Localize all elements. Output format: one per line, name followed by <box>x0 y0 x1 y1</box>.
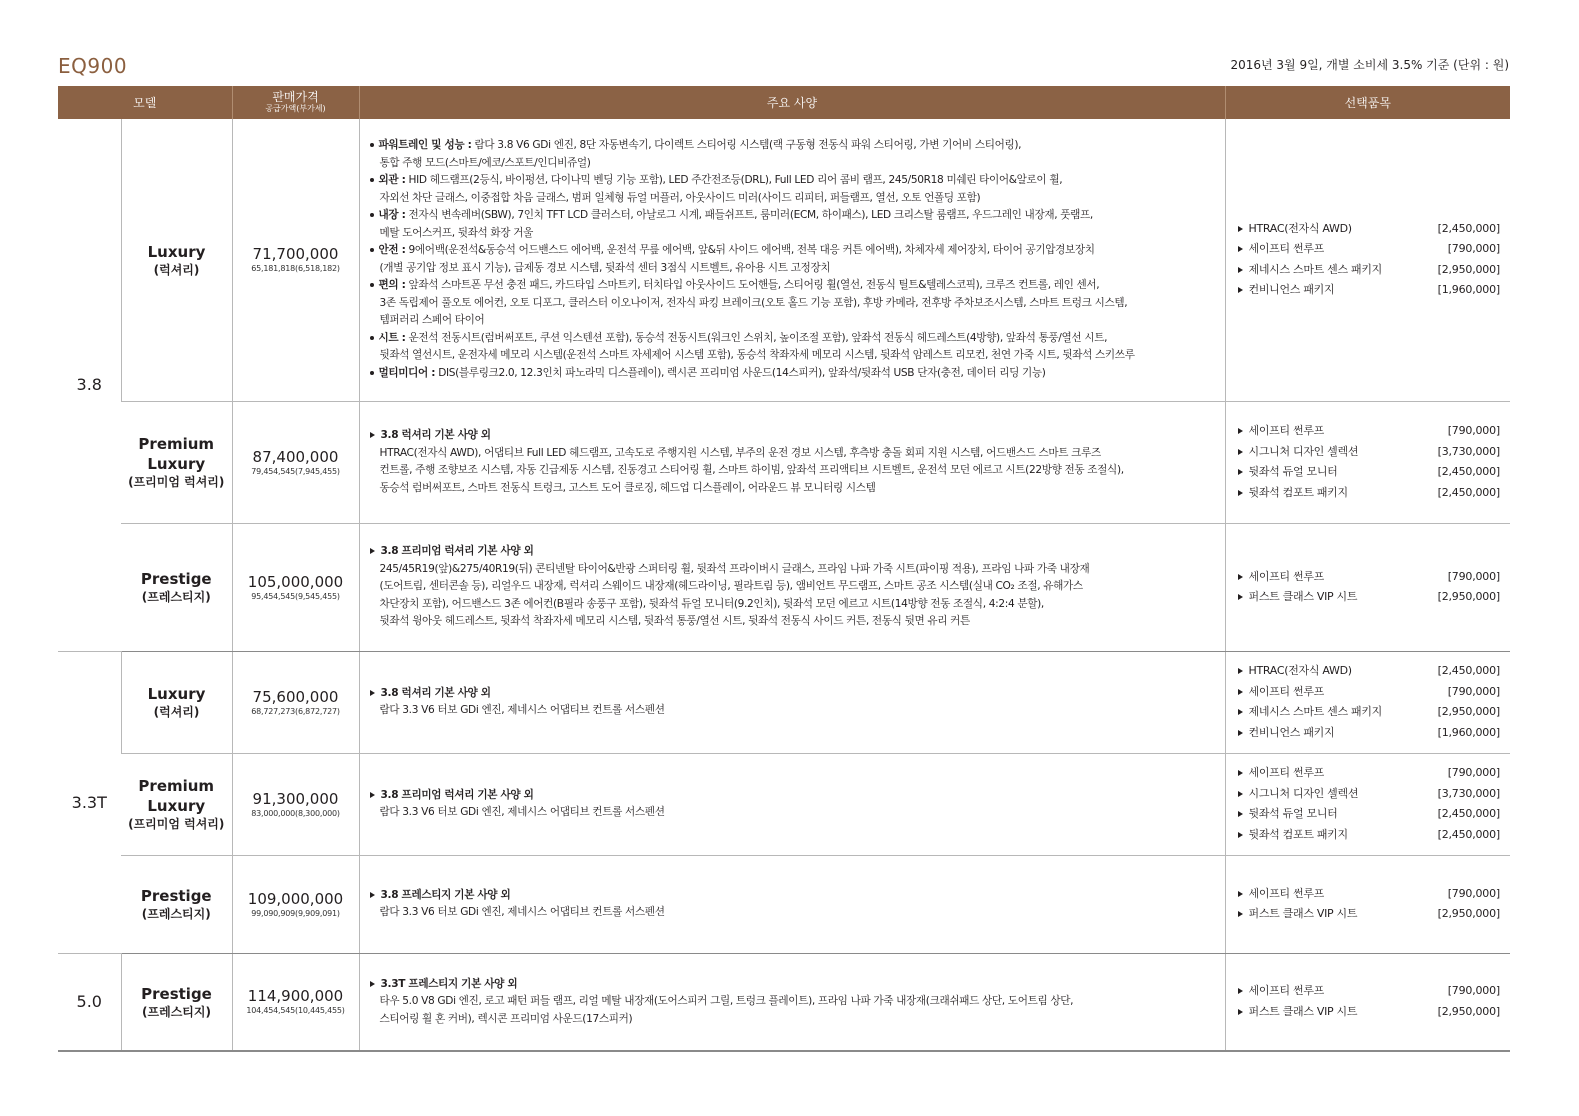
sale-price: 71,700,000 <box>252 245 339 264</box>
triangle-bullet-icon <box>1238 791 1243 797</box>
option-item <box>1238 442 1501 463</box>
option-name <box>1238 825 1348 846</box>
triangle-bullet-icon <box>370 892 375 898</box>
option-price: [2,450,000] <box>1437 465 1500 478</box>
spec-line: 자외선 차단 글래스, 이중접합 차음 글래스, 범퍼 일체형 듀얼 머플러, 아웃사이드 미러(사이드 리피터, 퍼들램프, 열선, 오토 언폴딩 포함) <box>379 191 981 204</box>
table-body <box>58 119 1510 1051</box>
spec-line: 타우 5.0 V8 GDi 엔진, 로고 패턴 퍼들 램프, 리얼 메탈 내장재(도어스피커 그릴, 트렁크 플레이트), 프라임 나파 가죽 내장재(크래쉬패드 상단, 도어트림 상단, <box>379 995 1074 1007</box>
spec-title <box>370 427 1219 445</box>
option-price: [2,950,000] <box>1437 590 1500 603</box>
option-item <box>1238 825 1501 846</box>
option-item <box>1238 784 1501 805</box>
triangle-bullet-icon <box>1238 226 1243 232</box>
triangle-bullet-icon <box>1238 709 1243 715</box>
option-name-text: HTRAC(전자식 AWD) <box>1248 221 1352 235</box>
option-item <box>1238 723 1501 744</box>
spec-line: 통합 주행 모드(스마트/에코/스포트/인디비쥬얼) <box>379 156 591 169</box>
option-price: [790,000] <box>1447 886 1500 900</box>
spec-line <box>370 207 1219 225</box>
option-name-text: 세이프티 썬루프 <box>1248 886 1324 900</box>
option-name <box>1238 904 1358 925</box>
spec-line: 메탈 도어스커프, 뒷좌석 화장 거울 <box>379 226 533 239</box>
model-name: Prestige <box>140 570 212 588</box>
option-name <box>1238 763 1324 784</box>
spec-line: 람다 3.3 V6 터보 GDi 엔진, 제네시스 어댑티브 컨트롤 서스펜션 <box>379 906 665 918</box>
options-cell <box>1225 401 1510 523</box>
spec-cell <box>359 119 1225 401</box>
option-name-text: 세이프티 썬루프 <box>1248 684 1324 698</box>
triangle-bullet-icon <box>1238 246 1243 252</box>
sale-price: 75,600,000 <box>252 687 339 706</box>
option-price: [2,950,000] <box>1437 1004 1500 1018</box>
supply-price: 99,090,909(9,909,091) <box>251 908 340 918</box>
triangle-bullet-icon <box>1238 689 1243 695</box>
spec-title-text: 3.3T 프레스티지 기본 사양 외 <box>380 977 518 990</box>
triangle-bullet-icon <box>1238 574 1243 580</box>
header-specs: 주요 사양 <box>359 86 1225 119</box>
triangle-bullet-icon <box>1238 428 1243 434</box>
spec-cell <box>359 523 1225 651</box>
triangle-bullet-icon <box>1238 988 1243 994</box>
table-row <box>58 651 1510 753</box>
option-price: [790,000] <box>1447 766 1500 779</box>
triangle-bullet-icon <box>1238 911 1243 917</box>
spec-text: HID 헤드램프(2등식, 바이펑션, 다이나믹 벤딩 기능 포함), LED 주간전조등(DRL), Full LED 리어 콤비 램프, 245/50R18 미쉐린 타이어&알로이 휠, <box>408 174 1063 187</box>
option-item <box>1238 904 1501 925</box>
option-name-text: 컨비니언스 패키지 <box>1248 283 1335 297</box>
option-item <box>1238 661 1501 682</box>
option-name-text: 컨비니언스 패키지 <box>1248 725 1335 739</box>
spec-line: 템퍼러리 스페어 타이어 <box>379 314 485 327</box>
spec-title <box>370 976 1219 994</box>
model-name-korean: (프레스티지) <box>142 1004 211 1019</box>
triangle-bullet-icon <box>1238 811 1243 817</box>
spec-line <box>370 330 1219 348</box>
option-name <box>1238 682 1324 703</box>
option-name <box>1238 421 1324 442</box>
bullet-icon <box>370 336 374 340</box>
option-name-text: HTRAC(전자식 AWD) <box>1248 664 1352 677</box>
price-cell <box>232 753 359 855</box>
option-price: [2,450,000] <box>1437 827 1500 841</box>
model-cell <box>121 953 232 1051</box>
header-price-sub: 공급가액(부가세) <box>265 104 326 113</box>
option-name-text: 뒷좌석 듀얼 모니터 <box>1248 465 1338 478</box>
model-name: Luxury <box>147 685 206 703</box>
option-name-text: 세이프티 썬루프 <box>1248 424 1324 437</box>
option-name <box>1238 442 1359 463</box>
option-name <box>1238 483 1348 504</box>
options-cell <box>1225 753 1510 855</box>
spec-line: 차단장치 포함), 어드밴스드 3존 에어컨(B필라 송풍구 포함), 뒷좌석 듀얼 모니터(9.2인치), 뒷좌석 모던 에르고 시트(14방향 전동 조절식, 4:2:4 분할), <box>379 597 1044 610</box>
triangle-bullet-icon <box>1238 287 1243 293</box>
price-table <box>58 86 1510 1052</box>
model-name-line2: Luxury <box>147 455 206 473</box>
spec-line <box>370 277 1219 295</box>
spec-cell <box>359 753 1225 855</box>
spec-title <box>370 543 1219 561</box>
supply-price: 95,454,545(9,545,455) <box>251 591 340 601</box>
option-item <box>1238 804 1501 825</box>
options-cell <box>1225 953 1510 1051</box>
triangle-bullet-icon <box>1238 469 1243 475</box>
model-name: Premium <box>138 777 215 795</box>
model-name-korean: (럭셔리) <box>153 262 200 277</box>
option-price: [2,950,000] <box>1437 907 1500 920</box>
model-name-korean: (프레스티지) <box>141 907 211 921</box>
spec-category-label: 내장 : <box>378 209 406 222</box>
option-price: [2,450,000] <box>1437 664 1500 677</box>
bullet-icon <box>370 248 374 252</box>
option-item <box>1238 884 1501 905</box>
option-price: [3,730,000] <box>1437 444 1500 458</box>
sale-price: 91,300,000 <box>252 789 339 808</box>
option-name <box>1238 884 1324 905</box>
option-name <box>1238 723 1335 744</box>
option-name <box>1238 587 1358 608</box>
model-name: Luxury <box>147 242 206 261</box>
price-cell <box>232 401 359 523</box>
option-name <box>1238 260 1383 281</box>
option-name-text: 세이프티 썬루프 <box>1248 984 1324 998</box>
spec-line: 뒷좌석 열선시트, 운전자세 메모리 시스템(운전석 스마트 자세제어 시스템 포함), 동승석 착좌자세 메모리 시스템, 뒷좌석 암레스트 리모컨, 천연 가죽 시트, 뒷좌석 스키쓰루 <box>379 349 1135 362</box>
spec-category-label: 파워트레인 및 성능 : <box>378 139 472 152</box>
table-row <box>58 523 1510 651</box>
bullet-icon <box>370 283 374 287</box>
spec-category-label: 시트 : <box>378 331 406 344</box>
option-item <box>1238 280 1501 301</box>
option-name <box>1238 219 1352 240</box>
bullet-icon <box>370 213 374 217</box>
option-price: [790,000] <box>1447 684 1500 698</box>
price-cell <box>232 651 359 753</box>
option-price: [3,730,000] <box>1437 786 1500 800</box>
supply-price: 65,181,818(6,518,182) <box>251 264 340 274</box>
table-header-row <box>58 86 1510 119</box>
option-price: [790,000] <box>1447 569 1500 583</box>
header-price <box>232 86 359 119</box>
option-item <box>1238 1002 1501 1023</box>
spec-title-text: 3.8 프리미엄 럭셔리 기본 사양 외 <box>380 788 534 801</box>
triangle-bullet-icon <box>1238 1009 1243 1015</box>
model-cell <box>121 651 232 753</box>
sale-price: 105,000,000 <box>247 572 344 591</box>
model-cell <box>121 401 232 523</box>
table-row <box>58 401 1510 523</box>
model-name-korean: (럭셔리) <box>153 705 200 719</box>
triangle-bullet-icon <box>370 690 375 696</box>
spec-line: 스티어링 휠 혼 커버), 렉시콘 프리미엄 사운드(17스피커) <box>379 1012 633 1025</box>
spec-cell <box>359 953 1225 1051</box>
spec-line: 동승석 럼버써포트, 스마트 전동식 트렁크, 고스트 도어 클로징, 헤드업 디스플레이, 어라운드 뷰 모니터링 시스템 <box>379 481 876 494</box>
model-name-korean: (프리미엄 럭셔리) <box>128 475 225 489</box>
option-item <box>1238 763 1501 784</box>
spec-category-label: 멀티미디어 : <box>378 366 436 379</box>
option-price: [2,950,000] <box>1437 705 1500 718</box>
option-name <box>1238 804 1338 825</box>
spec-category-label: 외관 : <box>378 174 406 187</box>
spec-cell <box>359 651 1225 753</box>
option-price: [2,450,000] <box>1437 221 1500 235</box>
option-name-text: 시그니처 디자인 셀렉션 <box>1248 444 1359 458</box>
option-name <box>1238 1002 1358 1023</box>
option-price: [1,960,000] <box>1437 725 1500 739</box>
option-name-text: 퍼스트 클래스 VIP 시트 <box>1248 907 1358 920</box>
price-cell <box>232 953 359 1051</box>
supply-price: 83,000,000(8,300,000) <box>251 808 340 818</box>
spec-line <box>370 172 1219 190</box>
spec-text: 전자식 변속레버(SBW), 7인치 TFT LCD 클러스터, 아날로그 시계, 패들쉬프트, 룸미러(ECM, 하이패스), LED 크리스탈 룸램프, 우드그레인 내장재, 풋램프, <box>408 209 1093 222</box>
triangle-bullet-icon <box>1238 668 1243 674</box>
option-item <box>1238 483 1501 504</box>
spec-title-text: 3.8 럭셔리 기본 사양 외 <box>380 686 491 699</box>
supply-price: 104,454,545(10,445,455) <box>246 1006 345 1016</box>
spec-text: 앞좌석 스마트폰 무선 충전 패드, 카드타입 스마트키, 터치타입 아웃사이드 도어핸들, 스티어링 휠(열선, 전동식 틸트&텔레스코픽), 크루즈 컨트롤, 레인 센서, <box>408 279 1100 292</box>
spec-cell <box>359 401 1225 523</box>
page-title: EQ900 <box>58 54 128 78</box>
option-price: [790,000] <box>1447 242 1500 256</box>
model-cell <box>121 855 232 953</box>
header-price-main: 판매가격 <box>272 90 319 104</box>
option-price: [2,450,000] <box>1437 485 1500 499</box>
price-cell <box>232 119 359 401</box>
spec-category-label: 편의 : <box>378 279 406 292</box>
model-name: Prestige <box>140 887 212 905</box>
option-name-text: 제네시스 스마트 센스 패키지 <box>1248 705 1383 718</box>
options-cell <box>1225 523 1510 651</box>
spec-text: DIS(블루링크2.0, 12.3인치 파노라믹 디스플레이), 렉시콘 프리미엄 사운드(14스피커), 앞좌석/뒷좌석 USB 단자(충전, 데이터 리딩 기능) <box>438 366 1046 379</box>
option-name <box>1238 702 1383 723</box>
spec-text: 람다 3.8 V6 GDi 엔진, 8단 자동변속기, 다이렉트 스티어링 시스템(랙 구동형 전동식 파워 스티어링, 가변 기어비 스티어링), <box>474 139 1022 152</box>
spec-line: HTRAC(전자식 AWD), 어댑티브 Full LED 헤드램프, 고속도로 주행지원 시스템, 부주의 운전 경보 시스템, 후측방 충돌 회피 지원 시스템, 어드밴스드 스마트 크루즈 <box>379 446 1101 459</box>
option-price: [790,000] <box>1447 424 1500 437</box>
option-name-text: 세이프티 썬루프 <box>1248 569 1324 583</box>
spec-line: (개별 공기압 정보 표시 기능), 급제동 경보 시스템, 뒷좌석 센터 3점식 시트벨트, 유아용 시트 고정장치 <box>379 261 831 274</box>
header-model: 모델 <box>58 86 232 119</box>
engine-cell: 3.8 <box>58 119 121 651</box>
spec-line: 3존 독립제어 풀오토 에어컨, 오토 디포그, 클러스터 이오나이저, 전자식 파킹 브레이크(오토 홀드 기능 포함), 후방 카메라, 전후방 주차보조시스템, 스마트 트렁크 시스템, <box>379 296 1128 309</box>
sale-price: 114,900,000 <box>247 987 344 1006</box>
spec-title-text: 3.8 럭셔리 기본 사양 외 <box>380 429 491 441</box>
option-name-text: 세이프티 썬루프 <box>1248 242 1324 256</box>
triangle-bullet-icon <box>1238 594 1243 600</box>
triangle-bullet-icon <box>370 792 375 798</box>
engine-cell: 5.0 <box>58 953 121 1051</box>
spec-line <box>370 137 1219 155</box>
triangle-bullet-icon <box>1238 267 1243 273</box>
supply-price: 79,454,545(7,945,455) <box>251 466 340 476</box>
sale-price: 87,400,000 <box>252 447 339 466</box>
option-name-text: 뒷좌석 듀얼 모니터 <box>1248 807 1338 820</box>
model-name: Prestige <box>141 984 212 1003</box>
model-name-line2: Luxury <box>147 797 206 815</box>
bullet-icon <box>370 143 374 147</box>
spec-text: 9에어백(운전석&동승석 어드밴스드 에어백, 운전석 무릎 에어백, 앞&뒤 사이드 에어백, 전복 대응 커튼 에어백), 차체자세 제어장치, 타이어 공기압경보장치 <box>408 244 1095 257</box>
model-cell <box>121 753 232 855</box>
option-item <box>1238 462 1501 483</box>
option-name-text: 퍼스트 클래스 VIP 시트 <box>1248 1004 1358 1018</box>
option-item <box>1238 219 1501 240</box>
options-cell <box>1225 855 1510 953</box>
option-item <box>1238 682 1501 703</box>
spec-line: 람다 3.3 V6 터보 GDi 엔진, 제네시스 어댑티브 컨트롤 서스펜션 <box>379 704 665 716</box>
model-name-korean: (프레스티지) <box>141 590 211 604</box>
spec-title <box>370 887 1219 905</box>
triangle-bullet-icon <box>1238 449 1243 455</box>
option-name <box>1238 462 1338 483</box>
spec-line <box>370 365 1219 383</box>
option-item <box>1238 702 1501 723</box>
spec-title <box>370 787 1219 805</box>
option-price: [2,450,000] <box>1437 807 1500 820</box>
option-item <box>1238 981 1501 1002</box>
option-price: [2,950,000] <box>1437 262 1500 276</box>
triangle-bullet-icon <box>370 548 375 554</box>
option-name <box>1238 784 1359 805</box>
triangle-bullet-icon <box>1238 730 1243 736</box>
option-name-text: 시그니처 디자인 셀렉션 <box>1248 786 1359 800</box>
option-name-text: 세이프티 썬루프 <box>1248 766 1324 779</box>
option-item <box>1238 587 1501 608</box>
option-item <box>1238 239 1501 260</box>
triangle-bullet-icon <box>370 432 375 438</box>
triangle-bullet-icon <box>1238 490 1243 496</box>
triangle-bullet-icon <box>370 981 375 987</box>
table-row <box>58 953 1510 1051</box>
option-item <box>1238 421 1501 442</box>
spec-line: 245/45R19(앞)&275/40R19(뒤) 콘티넨탈 타이어&반광 스퍼터링 휠, 뒷좌석 프라이버시 글래스, 프라임 나파 가죽 시트(파이핑 적용), 프라임 나파 가죽 내장재 <box>379 562 1090 575</box>
option-name-text: 뒷좌석 컴포트 패키지 <box>1248 485 1348 499</box>
price-basis-note: 2016년 3월 9일, 개별 소비세 3.5% 기준 (단위 : 원) <box>1230 58 1509 72</box>
option-name <box>1238 661 1352 682</box>
option-name-text: 퍼스트 클래스 VIP 시트 <box>1248 590 1358 603</box>
options-cell <box>1225 651 1510 753</box>
table-row <box>58 753 1510 855</box>
table-row <box>58 119 1510 401</box>
spec-line: 람다 3.3 V6 터보 GDi 엔진, 제네시스 어댑티브 컨트롤 서스펜션 <box>379 806 665 818</box>
spec-line: 컨트롤, 주행 조향보조 시스템, 자동 긴급제동 시스템, 진동경고 스티어링 휠, 스마트 하이빔, 앞좌석 프리액티브 시트벨트, 운전석 모던 에르고 시트(22방향 전동 조절식), <box>379 464 1124 476</box>
price-cell <box>232 855 359 953</box>
triangle-bullet-icon <box>1238 891 1243 897</box>
option-name <box>1238 280 1335 301</box>
spec-line: (도어트림, 센터콘솔 등), 리얼우드 내장재, 럭셔리 스웨이드 내장재(헤드라이닝, 필라트림 등), 앰비언트 무드램프, 스마트 공조 시스템(실내 CO₂ 조절, 유해가스 <box>379 580 1083 593</box>
model-cell <box>121 119 232 401</box>
header-options: 선택품목 <box>1225 86 1510 119</box>
price-cell <box>232 523 359 651</box>
spec-cell <box>359 855 1225 953</box>
table-row <box>58 855 1510 953</box>
spec-line: 뒷좌석 윙아웃 헤드레스트, 뒷좌석 착좌자세 메모리 시스템, 뒷좌석 통풍/열선 시트, 뒷좌석 전동식 사이드 커튼, 전동식 뒷면 유리 커튼 <box>379 615 970 628</box>
supply-price: 68,727,273(6,872,727) <box>251 706 340 716</box>
option-item <box>1238 567 1501 588</box>
model-name-korean: (프리미엄 럭셔리) <box>128 817 225 831</box>
option-name-text: 뒷좌석 컴포트 패키지 <box>1248 827 1348 841</box>
spec-category-label: 안전 : <box>378 244 406 257</box>
option-price: [1,960,000] <box>1437 283 1500 297</box>
model-cell <box>121 523 232 651</box>
spec-line <box>370 242 1219 260</box>
spec-title-text: 3.8 프리미엄 럭셔리 기본 사양 외 <box>380 545 534 558</box>
option-name <box>1238 239 1324 260</box>
option-name-text: 제네시스 스마트 센스 패키지 <box>1248 262 1383 276</box>
triangle-bullet-icon <box>1238 832 1243 838</box>
option-item <box>1238 260 1501 281</box>
option-name <box>1238 981 1324 1002</box>
options-cell <box>1225 119 1510 401</box>
spec-text: 운전석 전동시트(럼버써포트, 쿠션 익스텐션 포함), 동승석 전동시트(워크인 스위치, 높이조절 포함), 앞좌석 전동식 헤드레스트(4방향), 앞좌석 통풍/열선 시트, <box>408 331 1108 344</box>
engine-cell: 3.3T <box>58 651 121 953</box>
spec-title-text: 3.8 프레스티지 기본 사양 외 <box>380 888 511 901</box>
spec-title <box>370 685 1219 703</box>
option-name <box>1238 567 1324 588</box>
option-price: [790,000] <box>1447 984 1500 998</box>
sale-price: 109,000,000 <box>247 889 344 908</box>
triangle-bullet-icon <box>1238 770 1243 776</box>
bullet-icon <box>370 178 374 182</box>
bullet-icon <box>370 371 374 375</box>
model-name: Premium <box>138 435 215 453</box>
